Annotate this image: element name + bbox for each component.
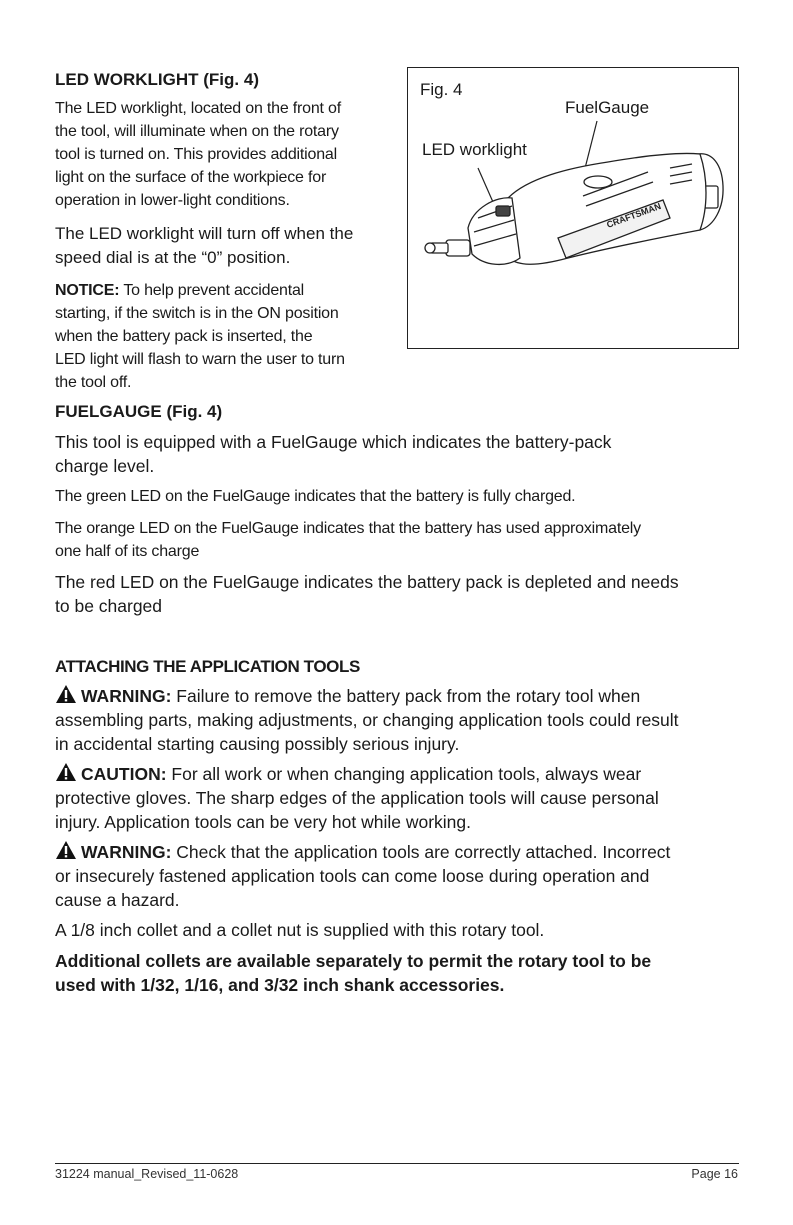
text-line: injury. Application tools can be very hot while working. [55, 812, 472, 832]
fuelgauge-paragraph-green: The green LED on the FuelGauge indicates that the battery is fully charged. [55, 488, 576, 505]
text-line: tool is turned on. This provides additional [55, 146, 337, 163]
fuelgauge-paragraph-1 [55, 430, 755, 478]
text-line [55, 684, 785, 708]
fuelgauge-paragraph-red [55, 570, 775, 618]
text-line: assembling parts, making adjustments, or changing application tools could result [55, 710, 679, 730]
text-line: The red LED on the FuelGauge indicates the battery pack is depleted and needs [55, 572, 679, 592]
text-line: to be charged [55, 596, 163, 616]
warning-label: WARNING: [81, 686, 172, 706]
text-line: cause a hazard. [55, 890, 180, 910]
led-worklight-callout: LED worklight [422, 140, 527, 159]
text-line: starting, if the switch is in the ON position [55, 305, 339, 322]
text-line: operation in lower-light conditions. [55, 192, 290, 209]
additional-collets-note [55, 949, 790, 997]
warning-triangle-icon [55, 840, 77, 860]
caution-label: CAUTION: [81, 764, 167, 784]
text-line: protective gloves. The sharp edges of the application tools will cause personal [55, 788, 659, 808]
text-line: used with 1/32, 1/16, and 3/32 inch shank accessories. [55, 975, 505, 995]
text-line: light on the surface of the workpiece for [55, 169, 327, 186]
fuelgauge-callout: FuelGauge [565, 98, 650, 117]
caution-paragraph [55, 762, 785, 834]
notice-paragraph [55, 279, 400, 394]
brand-logo-text: CRAFTSMAN [605, 200, 663, 230]
text-line: LED light will flash to warn the user to turn [55, 351, 345, 368]
text-line: The LED worklight, located on the front of [55, 100, 341, 117]
text-line [55, 762, 785, 786]
warning-label: WARNING: [81, 842, 172, 862]
led-worklight-heading: LED WORKLIGHT (Fig. 4) [55, 70, 259, 89]
text-line: one half of its charge [55, 543, 200, 560]
notice-text: To help prevent accidental [119, 282, 305, 299]
text-line: Additional collets are available separately to permit the rotary tool to be [55, 951, 652, 971]
caution-text: For all work or when changing application tools, always wear [166, 764, 642, 784]
text-line: when the battery pack is inserted, the [55, 328, 313, 345]
text-line [55, 279, 400, 302]
text-line: The LED worklight will turn off when the [55, 224, 354, 243]
fuelgauge-paragraph-orange [55, 517, 790, 563]
warning-text: Check that the application tools are correctly attached. Incorrect [171, 842, 671, 862]
led-worklight-paragraph-2 [55, 222, 400, 270]
warning-triangle-icon [55, 684, 77, 704]
figure-4-box [407, 67, 739, 349]
warning-paragraph-2 [55, 840, 785, 912]
text-line: speed dial is at the “0” position. [55, 248, 291, 267]
text-line: This tool is equipped with a FuelGauge which indicates the battery-pack [55, 432, 612, 452]
footer-document-id: 31224 manual_Revised_11-0628 [55, 1167, 239, 1181]
footer-divider [55, 1163, 739, 1164]
warning-text: Failure to remove the battery pack from the rotary tool when [171, 686, 641, 706]
figure-label: Fig. 4 [420, 80, 463, 99]
collet-supplied-text: A 1/8 inch collet and a collet nut is supplied with this rotary tool. [55, 920, 545, 940]
rotary-tool-illustration [408, 68, 738, 348]
text-line: The orange LED on the FuelGauge indicates that the battery has used approximately [55, 520, 641, 537]
footer-page-number: Page 16 [691, 1167, 738, 1181]
text-line [55, 840, 785, 864]
text-line: in accidental starting causing possibly serious injury. [55, 734, 460, 754]
warning-paragraph-1 [55, 684, 785, 756]
led-worklight-paragraph-1 [55, 97, 400, 212]
text-line: the tool off. [55, 374, 132, 391]
rotary-tool-drawing [425, 153, 723, 264]
text-line: charge level. [55, 456, 155, 476]
notice-label: NOTICE: [55, 282, 120, 299]
attaching-heading: ATTACHING THE APPLICATION TOOLS [55, 657, 360, 676]
text-line: or insecurely fastened application tools can come loose during operation and [55, 866, 650, 886]
fuelgauge-heading: FUELGAUGE (Fig. 4) [55, 402, 223, 421]
caution-triangle-icon [55, 762, 77, 782]
text-line: the tool, will illuminate when on the rotary [55, 123, 339, 140]
